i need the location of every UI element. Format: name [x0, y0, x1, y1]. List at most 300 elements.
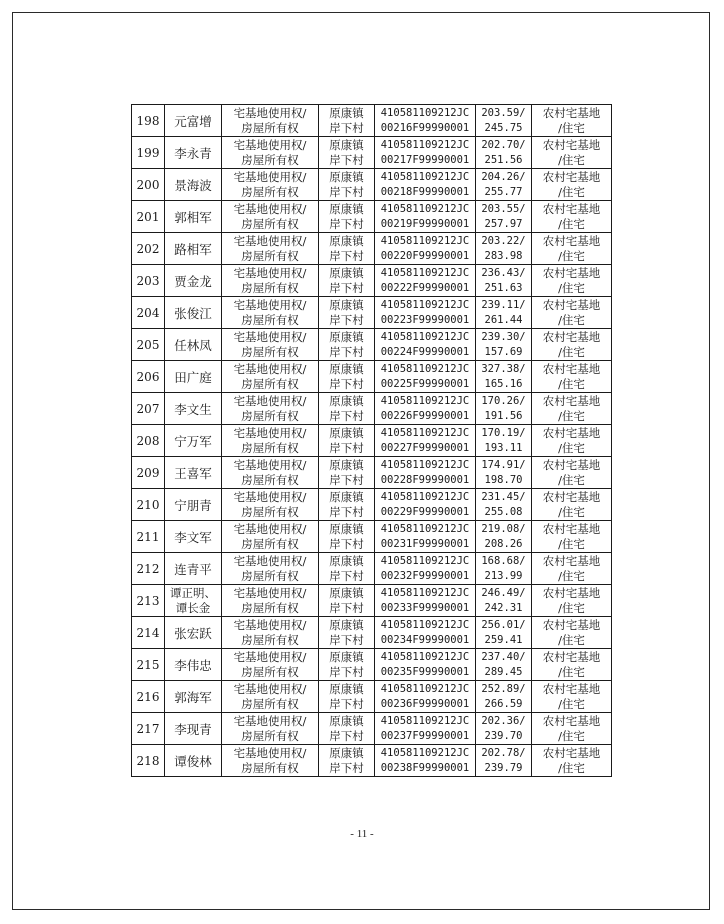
- right-type-cell: [222, 713, 319, 745]
- row-number-cell: 215: [132, 649, 165, 681]
- land-use-line: 农村宅基地: [542, 425, 601, 440]
- location-line: 原康镇: [329, 393, 364, 408]
- location-line: 原康镇: [329, 489, 364, 504]
- location-cell: [319, 745, 375, 777]
- unit-code-cell: [375, 265, 476, 297]
- right-type-line: 房屋所有权: [241, 600, 299, 615]
- unit-code-line: 410581109212JC: [380, 490, 470, 503]
- area-line: 219.08/: [481, 522, 526, 535]
- owner-name-cell: [165, 137, 222, 169]
- unit-code-line: 00226F99990001: [380, 409, 470, 422]
- land-use-line: /住宅: [558, 152, 585, 167]
- unit-code-cell: [375, 297, 476, 329]
- unit-code-cell: [375, 713, 476, 745]
- area-line: 203.55/: [481, 202, 526, 215]
- owner-name-line: 李文军: [174, 529, 212, 545]
- unit-code-cell: [375, 457, 476, 489]
- area-line: 204.26/: [481, 170, 526, 183]
- unit-code-line: 410581109212JC: [380, 394, 470, 407]
- unit-code-line: 00232F99990001: [380, 569, 470, 582]
- location-line: 岸下村: [329, 600, 364, 615]
- unit-code-cell: [375, 361, 476, 393]
- row-number-cell: 218: [132, 745, 165, 777]
- area-line: 242.31: [484, 601, 523, 614]
- owner-name-cell: [165, 169, 222, 201]
- location-line: 岸下村: [329, 408, 364, 423]
- land-use-line: 农村宅基地: [542, 201, 601, 216]
- unit-code-cell: [375, 585, 476, 617]
- row-number-cell: 199: [132, 137, 165, 169]
- owner-name-cell: [165, 713, 222, 745]
- unit-code-line: 410581109212JC: [380, 682, 470, 695]
- row-number-cell: 198: [132, 105, 165, 137]
- land-use-line: /住宅: [558, 376, 585, 391]
- location-line: 原康镇: [329, 265, 364, 280]
- unit-code-line: 410581109212JC: [380, 330, 470, 343]
- owner-name-cell: [165, 233, 222, 265]
- unit-code-cell: [375, 137, 476, 169]
- location-line: 岸下村: [329, 440, 364, 455]
- owner-name-cell: [165, 201, 222, 233]
- owner-name-line: 谭俊林: [174, 753, 212, 769]
- row-number-cell: 213: [132, 585, 165, 617]
- location-line: 原康镇: [329, 649, 364, 664]
- area-line: 259.41: [484, 633, 523, 646]
- unit-code-line: 410581109212JC: [380, 746, 470, 759]
- owner-name-cell: [165, 489, 222, 521]
- owner-name-line: 李现青: [174, 721, 212, 737]
- land-use-line: 农村宅基地: [542, 329, 601, 344]
- unit-code-line: 00217F99990001: [380, 153, 470, 166]
- right-type-cell: [222, 425, 319, 457]
- area-cell: [476, 553, 532, 585]
- area-cell: [476, 713, 532, 745]
- area-line: 208.26: [484, 537, 523, 550]
- land-use-line: /住宅: [558, 696, 585, 711]
- area-cell: [476, 489, 532, 521]
- table-row: [132, 457, 612, 489]
- location-cell: [319, 521, 375, 553]
- unit-code-line: 410581109212JC: [380, 586, 470, 599]
- owner-name-line: 景海波: [174, 177, 212, 193]
- land-use-cell: [532, 617, 612, 649]
- unit-code-line: 410581109212JC: [380, 522, 470, 535]
- unit-code-line: 410581109212JC: [380, 234, 470, 247]
- right-type-cell: [222, 745, 319, 777]
- land-use-line: /住宅: [558, 728, 585, 743]
- owner-name-line: 郭海军: [174, 689, 212, 705]
- right-type-line: 宅基地使用权/: [233, 329, 307, 344]
- owner-name-line: 王喜军: [174, 465, 212, 481]
- owner-name-line: 郭相军: [174, 209, 212, 225]
- property-registry-table: [131, 104, 612, 777]
- right-type-cell: [222, 265, 319, 297]
- location-line: 原康镇: [329, 553, 364, 568]
- location-line: 原康镇: [329, 201, 364, 216]
- area-line: 255.08: [484, 505, 523, 518]
- owner-name-cell: [165, 521, 222, 553]
- unit-code-line: 00237F99990001: [380, 729, 470, 742]
- registry-table-body: [132, 105, 612, 777]
- location-cell: [319, 649, 375, 681]
- right-type-cell: [222, 681, 319, 713]
- right-type-line: 宅基地使用权/: [233, 585, 307, 600]
- land-use-line: /住宅: [558, 568, 585, 583]
- owner-name-cell: [165, 617, 222, 649]
- row-number-cell: 208: [132, 425, 165, 457]
- owner-name-cell: [165, 329, 222, 361]
- row-number-cell: 209: [132, 457, 165, 489]
- land-use-line: /住宅: [558, 440, 585, 455]
- unit-code-line: 00225F99990001: [380, 377, 470, 390]
- unit-code-cell: [375, 521, 476, 553]
- right-type-line: 宅基地使用权/: [233, 201, 307, 216]
- location-cell: [319, 361, 375, 393]
- row-number-cell: 206: [132, 361, 165, 393]
- unit-code-line: 410581109212JC: [380, 298, 470, 311]
- land-use-line: /住宅: [558, 504, 585, 519]
- unit-code-cell: [375, 553, 476, 585]
- right-type-line: 宅基地使用权/: [233, 553, 307, 568]
- unit-code-line: 00235F99990001: [380, 665, 470, 678]
- unit-code-line: 00228F99990001: [380, 473, 470, 486]
- land-use-cell: [532, 745, 612, 777]
- unit-code-line: 410581109212JC: [380, 714, 470, 727]
- area-cell: [476, 329, 532, 361]
- right-type-line: 宅基地使用权/: [233, 265, 307, 280]
- table-row: [132, 585, 612, 617]
- unit-code-line: 410581109212JC: [380, 618, 470, 631]
- location-cell: [319, 105, 375, 137]
- right-type-line: 房屋所有权: [241, 760, 299, 775]
- location-cell: [319, 617, 375, 649]
- land-use-cell: [532, 265, 612, 297]
- location-line: 原康镇: [329, 137, 364, 152]
- location-cell: [319, 713, 375, 745]
- right-type-line: 房屋所有权: [241, 440, 299, 455]
- right-type-line: 房屋所有权: [241, 664, 299, 679]
- area-line: 202.36/: [481, 714, 526, 727]
- unit-code-line: 00231F99990001: [380, 537, 470, 550]
- location-cell: [319, 457, 375, 489]
- land-use-line: 农村宅基地: [542, 393, 601, 408]
- land-use-cell: [532, 361, 612, 393]
- owner-name-line: 谭正明、: [170, 585, 216, 600]
- location-line: 岸下村: [329, 472, 364, 487]
- location-line: 原康镇: [329, 745, 364, 760]
- location-line: 岸下村: [329, 152, 364, 167]
- area-line: 203.59/: [481, 106, 526, 119]
- right-type-line: 宅基地使用权/: [233, 425, 307, 440]
- area-line: 251.63: [484, 281, 523, 294]
- unit-code-cell: [375, 745, 476, 777]
- area-cell: [476, 745, 532, 777]
- row-number-cell: 216: [132, 681, 165, 713]
- owner-name-cell: [165, 553, 222, 585]
- unit-code-line: 00229F99990001: [380, 505, 470, 518]
- area-cell: [476, 105, 532, 137]
- row-number-cell: 201: [132, 201, 165, 233]
- owner-name-cell: [165, 361, 222, 393]
- area-line: 261.44: [484, 313, 523, 326]
- land-use-cell: [532, 681, 612, 713]
- land-use-cell: [532, 105, 612, 137]
- owner-name-line: 宁朋青: [174, 497, 212, 513]
- row-number-cell: 211: [132, 521, 165, 553]
- right-type-cell: [222, 329, 319, 361]
- right-type-line: 宅基地使用权/: [233, 521, 307, 536]
- right-type-line: 宅基地使用权/: [233, 393, 307, 408]
- land-use-line: 农村宅基地: [542, 649, 601, 664]
- location-line: 原康镇: [329, 585, 364, 600]
- area-cell: [476, 585, 532, 617]
- owner-name-cell: [165, 649, 222, 681]
- owner-name-cell: [165, 585, 222, 617]
- area-line: 170.19/: [481, 426, 526, 439]
- area-cell: [476, 521, 532, 553]
- area-line: 239.70: [484, 729, 523, 742]
- land-use-line: /住宅: [558, 760, 585, 775]
- unit-code-cell: [375, 489, 476, 521]
- row-number-cell: 200: [132, 169, 165, 201]
- owner-name-cell: [165, 681, 222, 713]
- land-use-cell: [532, 585, 612, 617]
- right-type-cell: [222, 521, 319, 553]
- area-line: 239.11/: [481, 298, 526, 311]
- area-line: 289.45: [484, 665, 523, 678]
- unit-code-cell: [375, 201, 476, 233]
- table-row: [132, 681, 612, 713]
- right-type-line: 房屋所有权: [241, 408, 299, 423]
- area-line: 239.79: [484, 761, 523, 774]
- land-use-line: 农村宅基地: [542, 233, 601, 248]
- right-type-line: 房屋所有权: [241, 120, 299, 135]
- row-number-cell: 203: [132, 265, 165, 297]
- location-cell: [319, 393, 375, 425]
- land-use-line: 农村宅基地: [542, 745, 601, 760]
- land-use-line: 农村宅基地: [542, 361, 601, 376]
- land-use-line: 农村宅基地: [542, 553, 601, 568]
- owner-name-line: 李永青: [174, 145, 212, 161]
- location-line: 岸下村: [329, 504, 364, 519]
- right-type-cell: [222, 617, 319, 649]
- location-line: 岸下村: [329, 696, 364, 711]
- land-use-line: /住宅: [558, 664, 585, 679]
- owner-name-line: 宁万军: [174, 433, 212, 449]
- right-type-line: 房屋所有权: [241, 248, 299, 263]
- right-type-cell: [222, 553, 319, 585]
- location-cell: [319, 233, 375, 265]
- location-cell: [319, 585, 375, 617]
- right-type-line: 宅基地使用权/: [233, 713, 307, 728]
- area-line: 202.70/: [481, 138, 526, 151]
- right-type-cell: [222, 393, 319, 425]
- location-line: 岸下村: [329, 664, 364, 679]
- location-line: 岸下村: [329, 568, 364, 583]
- location-cell: [319, 169, 375, 201]
- unit-code-cell: [375, 425, 476, 457]
- unit-code-cell: [375, 329, 476, 361]
- land-use-line: /住宅: [558, 184, 585, 199]
- land-use-line: 农村宅基地: [542, 169, 601, 184]
- area-line: 191.56: [484, 409, 523, 422]
- land-use-line: 农村宅基地: [542, 681, 601, 696]
- table-row: [132, 169, 612, 201]
- owner-name-cell: [165, 105, 222, 137]
- table-row: [132, 297, 612, 329]
- owner-name-cell: [165, 297, 222, 329]
- right-type-line: 房屋所有权: [241, 216, 299, 231]
- unit-code-line: 00223F99990001: [380, 313, 470, 326]
- location-cell: [319, 297, 375, 329]
- land-use-cell: [532, 457, 612, 489]
- land-use-line: /住宅: [558, 472, 585, 487]
- unit-code-line: 00238F99990001: [380, 761, 470, 774]
- right-type-cell: [222, 201, 319, 233]
- owner-name-line: 连青平: [174, 561, 212, 577]
- row-number-cell: 204: [132, 297, 165, 329]
- location-line: 岸下村: [329, 280, 364, 295]
- area-line: 246.49/: [481, 586, 526, 599]
- row-number-cell: 210: [132, 489, 165, 521]
- location-line: 岸下村: [329, 728, 364, 743]
- table-row: [132, 265, 612, 297]
- land-use-cell: [532, 137, 612, 169]
- unit-code-line: 00236F99990001: [380, 697, 470, 710]
- owner-name-line: 贾金龙: [174, 273, 212, 289]
- location-line: 岸下村: [329, 312, 364, 327]
- right-type-line: 房屋所有权: [241, 280, 299, 295]
- unit-code-line: 00234F99990001: [380, 633, 470, 646]
- land-use-line: /住宅: [558, 344, 585, 359]
- row-number-cell: 212: [132, 553, 165, 585]
- land-use-line: 农村宅基地: [542, 585, 601, 600]
- right-type-line: 房屋所有权: [241, 472, 299, 487]
- location-line: 岸下村: [329, 376, 364, 391]
- location-line: 原康镇: [329, 233, 364, 248]
- right-type-line: 宅基地使用权/: [233, 105, 307, 120]
- right-type-cell: [222, 457, 319, 489]
- unit-code-cell: [375, 233, 476, 265]
- land-use-line: /住宅: [558, 120, 585, 135]
- owner-name-cell: [165, 425, 222, 457]
- area-line: 174.91/: [481, 458, 526, 471]
- owner-name-cell: [165, 745, 222, 777]
- area-cell: [476, 361, 532, 393]
- area-cell: [476, 457, 532, 489]
- owner-name-line: 谭长金: [175, 600, 211, 615]
- area-line: 165.16: [484, 377, 523, 390]
- right-type-line: 房屋所有权: [241, 376, 299, 391]
- area-line: 256.01/: [481, 618, 526, 631]
- location-cell: [319, 201, 375, 233]
- table-row: [132, 425, 612, 457]
- location-line: 岸下村: [329, 216, 364, 231]
- table-row: [132, 201, 612, 233]
- area-cell: [476, 137, 532, 169]
- land-use-line: 农村宅基地: [542, 137, 601, 152]
- right-type-line: 房屋所有权: [241, 536, 299, 551]
- owner-name-line: 田广庭: [174, 369, 212, 385]
- location-line: 原康镇: [329, 713, 364, 728]
- land-use-cell: [532, 425, 612, 457]
- table-row: [132, 521, 612, 553]
- right-type-line: 宅基地使用权/: [233, 681, 307, 696]
- location-cell: [319, 329, 375, 361]
- right-type-line: 房屋所有权: [241, 312, 299, 327]
- area-line: 283.98: [484, 249, 523, 262]
- row-number-cell: 202: [132, 233, 165, 265]
- location-line: 原康镇: [329, 617, 364, 632]
- unit-code-line: 410581109212JC: [380, 266, 470, 279]
- right-type-cell: [222, 169, 319, 201]
- owner-name-cell: [165, 265, 222, 297]
- owner-name-line: 张宏跃: [174, 625, 212, 641]
- right-type-line: 房屋所有权: [241, 568, 299, 583]
- right-type-line: 房屋所有权: [241, 696, 299, 711]
- unit-code-cell: [375, 649, 476, 681]
- land-use-line: 农村宅基地: [542, 105, 601, 120]
- row-number-cell: 217: [132, 713, 165, 745]
- location-cell: [319, 553, 375, 585]
- land-use-line: 农村宅基地: [542, 265, 601, 280]
- land-use-line: 农村宅基地: [542, 521, 601, 536]
- location-line: 原康镇: [329, 521, 364, 536]
- table-row: [132, 137, 612, 169]
- area-cell: [476, 425, 532, 457]
- land-use-cell: [532, 393, 612, 425]
- area-line: 198.70: [484, 473, 523, 486]
- area-line: 237.40/: [481, 650, 526, 663]
- right-type-line: 宅基地使用权/: [233, 297, 307, 312]
- location-line: 岸下村: [329, 184, 364, 199]
- row-number-cell: 205: [132, 329, 165, 361]
- area-cell: [476, 649, 532, 681]
- location-line: 岸下村: [329, 760, 364, 775]
- unit-code-line: 410581109212JC: [380, 362, 470, 375]
- unit-code-cell: [375, 105, 476, 137]
- unit-code-line: 00233F99990001: [380, 601, 470, 614]
- right-type-line: 房屋所有权: [241, 152, 299, 167]
- unit-code-cell: [375, 681, 476, 713]
- area-line: 245.75: [484, 121, 523, 134]
- area-cell: [476, 393, 532, 425]
- area-line: 327.38/: [481, 362, 526, 375]
- owner-name-line: 张俊江: [174, 305, 212, 321]
- area-line: 266.59: [484, 697, 523, 710]
- land-use-line: 农村宅基地: [542, 457, 601, 472]
- area-line: 257.97: [484, 217, 523, 230]
- area-line: 252.89/: [481, 682, 526, 695]
- right-type-cell: [222, 361, 319, 393]
- land-use-line: /住宅: [558, 600, 585, 615]
- owner-name-line: 元富增: [174, 113, 212, 129]
- right-type-line: 宅基地使用权/: [233, 457, 307, 472]
- owner-name-line: 李伟忠: [174, 657, 212, 673]
- unit-code-cell: [375, 393, 476, 425]
- right-type-cell: [222, 585, 319, 617]
- table-row: [132, 745, 612, 777]
- location-cell: [319, 265, 375, 297]
- location-line: 岸下村: [329, 536, 364, 551]
- land-use-cell: [532, 201, 612, 233]
- area-line: 231.45/: [481, 490, 526, 503]
- location-cell: [319, 425, 375, 457]
- area-line: 251.56: [484, 153, 523, 166]
- right-type-line: 房屋所有权: [241, 504, 299, 519]
- land-use-cell: [532, 297, 612, 329]
- unit-code-line: 00219F99990001: [380, 217, 470, 230]
